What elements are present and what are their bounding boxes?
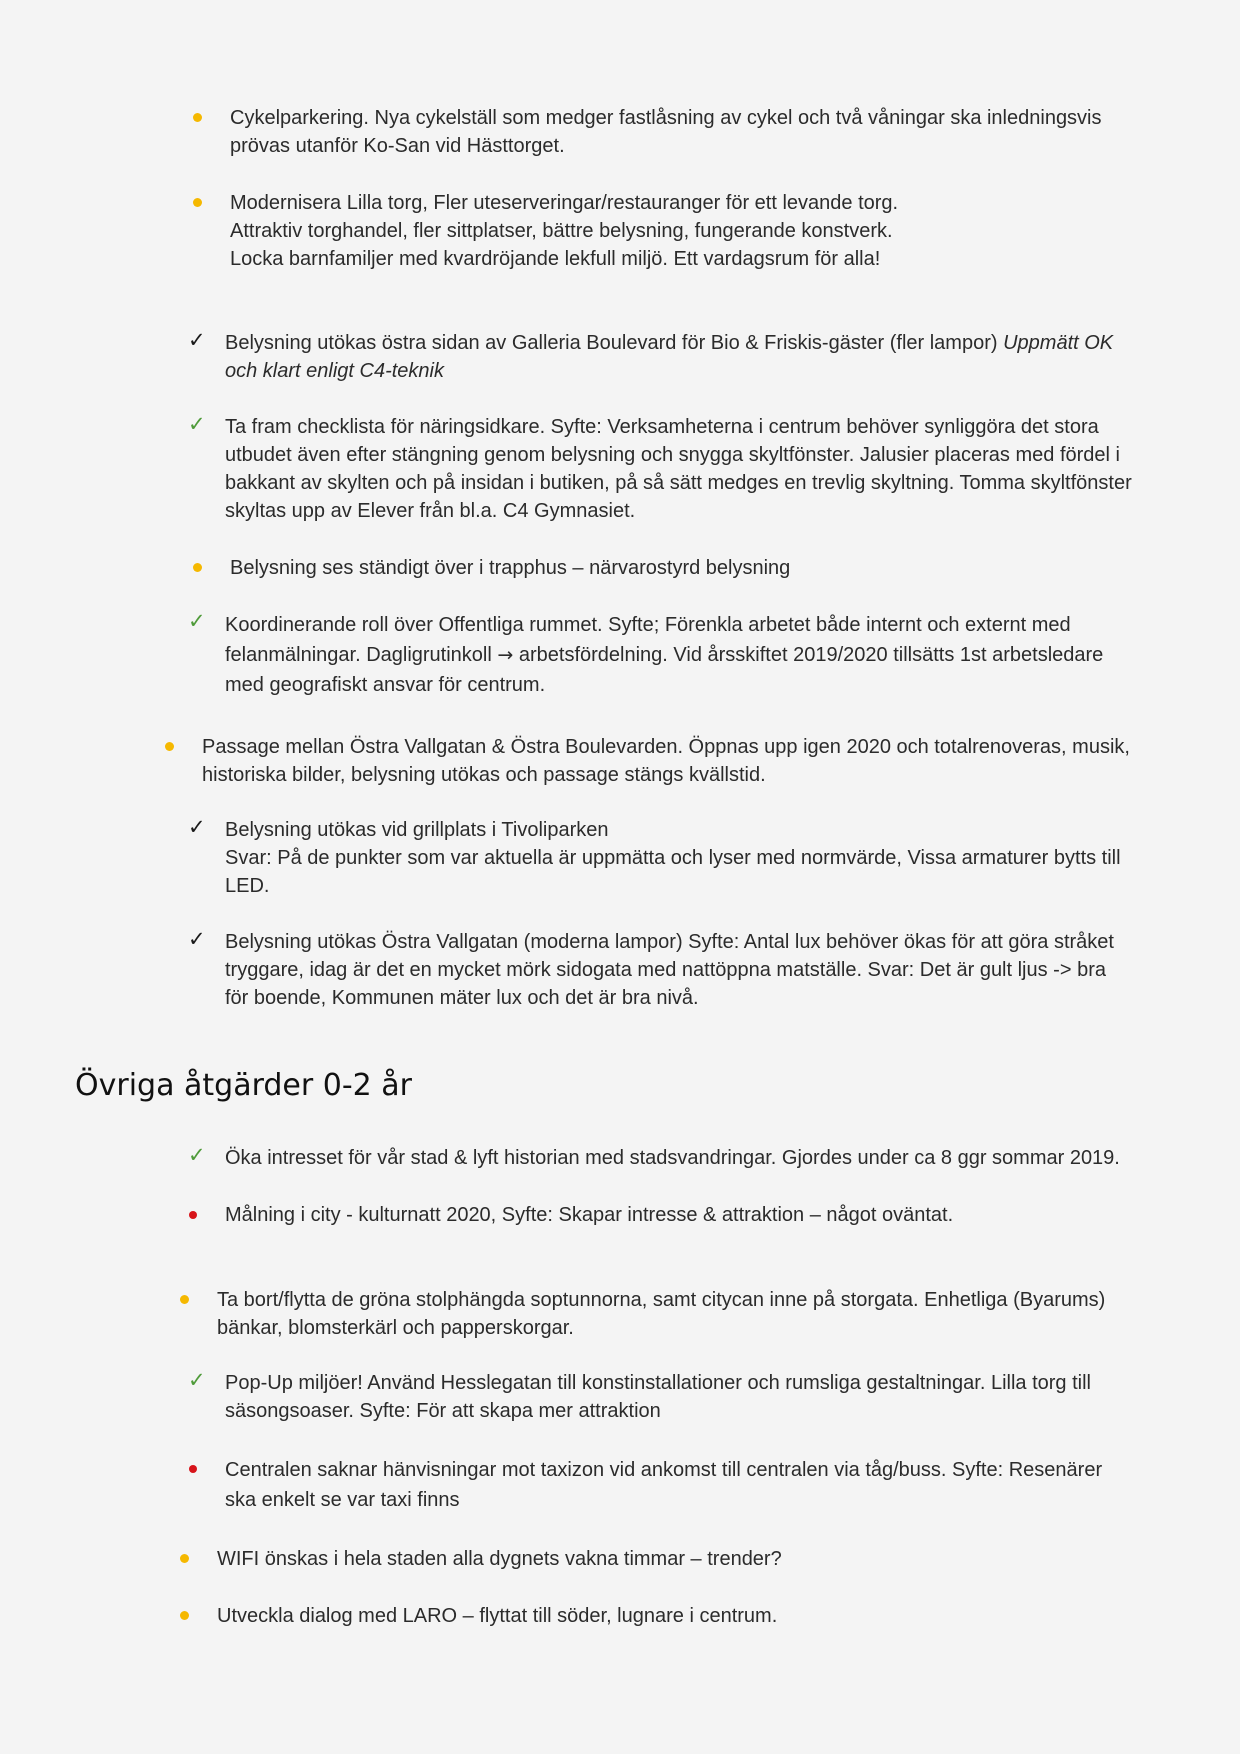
item-text-line: Ta bort/flytta de gröna stolphängda soptunnorna, samt citycan inne på storgata. Enhetliga (Byarums) [217, 1289, 1106, 1311]
checkmark-icon: ✓ [188, 1143, 206, 1167]
bullet-icon [193, 104, 230, 132]
item-text-line: utbudet även efter stängning genom belysning och snygga skyltfönster. Jalusier placeras med fördel i [225, 444, 1120, 466]
item-text-line: Målning i city - kulturnatt 2020, Syfte: Skapar intresse & attraktion – något oväntat. [225, 1204, 954, 1226]
item-text-line: Pop-Up miljöer! Använd Hesslegatan till konstinstallationer och rumsliga gestaltningar. Lilla torg till [225, 1372, 1091, 1394]
item-text-line: historiska bilder, belysning utökas och passage stängs kvällstid. [202, 764, 766, 786]
item-text-line: Utveckla dialog med LARO – flyttat till söder, lugnare i centrum. [217, 1605, 778, 1627]
checkmark-icon: ✓ [188, 1368, 206, 1392]
item-text-line: skyltas upp av Elever från bl.a. C4 Gymnasiet. [225, 500, 636, 522]
list-item [190, 928, 1114, 1012]
item-text-line: med geografiskt ansvar för centrum. [225, 674, 546, 696]
list-item [193, 104, 1102, 160]
item-text-line: LED. [225, 875, 270, 897]
list-item [193, 189, 898, 273]
item-text-line: Svar: På de punkter som var aktuella är uppmätta och lyser med normvärde, Vissa armaturer bytts till [225, 847, 1121, 869]
list-item [180, 1545, 782, 1573]
item-text-line: Passage mellan Östra Vallgatan & Östra Boulevarden. Öppnas upp igen 2020 och totalrenoveras, musik, [202, 736, 1130, 758]
item-text-line: Koordinerande roll över Offentliga rummet. Syfte; Förenkla arbetet både internt och externt med [225, 614, 1071, 636]
list-item [189, 1201, 953, 1229]
arrow-right-icon: → [497, 644, 514, 666]
item-text-line: Ta fram checklista för näringsidkare. Syfte: Verksamheterna i centrum behöver synliggöra det stora [225, 416, 1099, 438]
bullet-icon [165, 733, 202, 761]
item-note: och klart enligt C4-teknik [225, 360, 444, 382]
item-text-line: WIFI önskas i hela staden alla dygnets vakna timmar – trender? [217, 1548, 782, 1570]
item-text-line: Belysning ses ständigt över i trapphus – närvarostyrd belysning [230, 557, 791, 579]
item-text-line: för boende, Kommunen mäter lux och det är bra nivå. [225, 987, 699, 1009]
checkmark-icon: ✓ [188, 412, 206, 436]
item-text-line: bakkant av skylten och på insidan i butiken, på så sätt medges en trevlig skyltning. Tomma skyltfönster [225, 472, 1132, 494]
item-text-line: Modernisera Lilla torg, Fler uteserveringar/restauranger för ett levande torg. [230, 192, 899, 214]
item-text-line: bänkar, blomsterkärl och papperskorgar. [217, 1317, 574, 1339]
item-text-line: prövas utanför Ko-San vid Hästtorget. [230, 135, 565, 157]
item-text-line: ska enkelt se var taxi finns [225, 1489, 460, 1511]
item-note: Uppmätt OK [1003, 332, 1114, 354]
list-item [190, 329, 1113, 385]
item-text-line: Öka intresset för vår stad & lyft historian med stadsvandringar. Gjordes under ca 8 ggr sommar 2019. [225, 1147, 1120, 1169]
checkmark-icon: ✓ [188, 609, 206, 633]
list-item [190, 610, 1103, 700]
list-item [180, 1286, 1105, 1342]
item-text-line: tryggare, idag är det en mycket mörk sidogata med nattöppna matställe. Svar: Det är gult ljus -> bra [225, 959, 1106, 981]
checkmark-icon: ✓ [188, 927, 206, 951]
list-item [193, 554, 790, 582]
list-item [189, 1455, 1102, 1515]
list-item [190, 413, 1132, 525]
list-item [190, 1144, 1120, 1172]
bullet-icon [180, 1602, 217, 1630]
item-text: arbetsfördelning. Vid årsskiftet 2019/2020 tillsätts 1st arbetsledare [518, 644, 1104, 666]
list-item [165, 733, 1130, 789]
item-text-line: Belysning utökas Östra Vallgatan (moderna lampor) Syfte: Antal lux behöver ökas för att göra stråket [225, 931, 1114, 953]
section-heading: Övriga åtgärder 0-2 år [75, 1068, 413, 1103]
list-item [190, 816, 1121, 900]
bullet-icon [189, 1455, 225, 1483]
list-item [180, 1602, 777, 1630]
item-text: Belysning utökas östra sidan av Galleria Boulevard för Bio & Friskis-gäster (fler lampor) [225, 332, 998, 354]
item-text-line: säsongsoaser. Syfte: För att skapa mer attraktion [225, 1400, 661, 1422]
item-text-line: Attraktiv torghandel, fler sittplatser, bättre belysning, fungerande konstverk. [230, 220, 893, 242]
item-text-line: Cykelparkering. Nya cykelställ som medger fastlåsning av cykel och två våningar ska inledningsvis [230, 107, 1102, 129]
bullet-icon [180, 1545, 217, 1573]
bullet-icon [189, 1201, 225, 1229]
bullet-icon [193, 189, 230, 217]
bullet-icon [180, 1286, 217, 1314]
item-text-line: Locka barnfamiljer med kvardröjande lekfull miljö. Ett vardagsrum för alla! [230, 248, 881, 270]
item-text: felanmälningar. Dagligrutinkoll [225, 644, 492, 666]
checkmark-icon: ✓ [188, 328, 206, 352]
list-item [190, 1369, 1091, 1425]
item-text-line: Centralen saknar hänvisningar mot taxizon vid ankomst till centralen via tåg/buss. Syfte: Resenärer [225, 1459, 1103, 1481]
bullet-icon [193, 554, 230, 582]
checkmark-icon: ✓ [188, 815, 206, 839]
item-text-line: Belysning utökas vid grillplats i Tivoliparken [225, 819, 609, 841]
